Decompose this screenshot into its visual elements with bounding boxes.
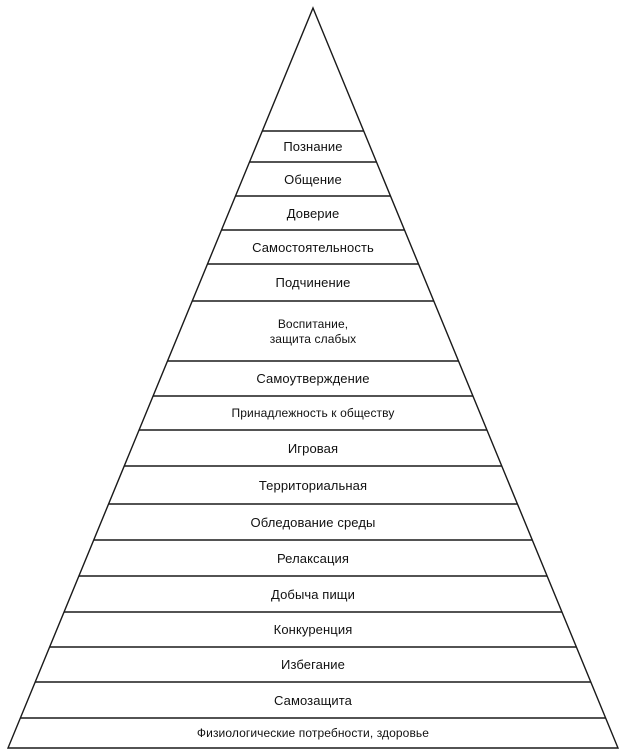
pyramid-tier-label: Самостоятельность — [252, 239, 374, 255]
pyramid-tier-label: Релаксация — [276, 550, 350, 566]
pyramid-tier-label: Доверие — [286, 205, 340, 221]
pyramid-tier-label: Обледование среды — [250, 514, 376, 530]
pyramid-tier-label: Общение — [284, 171, 342, 187]
pyramid-triangle — [8, 8, 618, 748]
pyramid-tier-label: Территориальная — [258, 477, 368, 493]
pyramid-tier-label: Самозащита — [274, 692, 352, 708]
pyramid-tier-label: Принадлежность к обществу — [231, 406, 395, 420]
pyramid-tier-label: Самоутверждение — [256, 371, 370, 386]
pyramid-tier-label: Добыча пищи — [271, 586, 355, 602]
pyramid-tier-label: Избегание — [281, 657, 345, 672]
pyramid-tier-label: Игровая — [287, 440, 339, 456]
pyramid-tier-label: Воспитание, защита слабых — [269, 317, 357, 346]
pyramid-tier-label: Физиологические потребности, здоровье — [196, 726, 430, 740]
pyramid-tier-label: Познание — [283, 139, 343, 154]
pyramid-tier-label: Конкуренция — [273, 622, 353, 637]
pyramid-tier-label: Подчинение — [275, 275, 351, 290]
